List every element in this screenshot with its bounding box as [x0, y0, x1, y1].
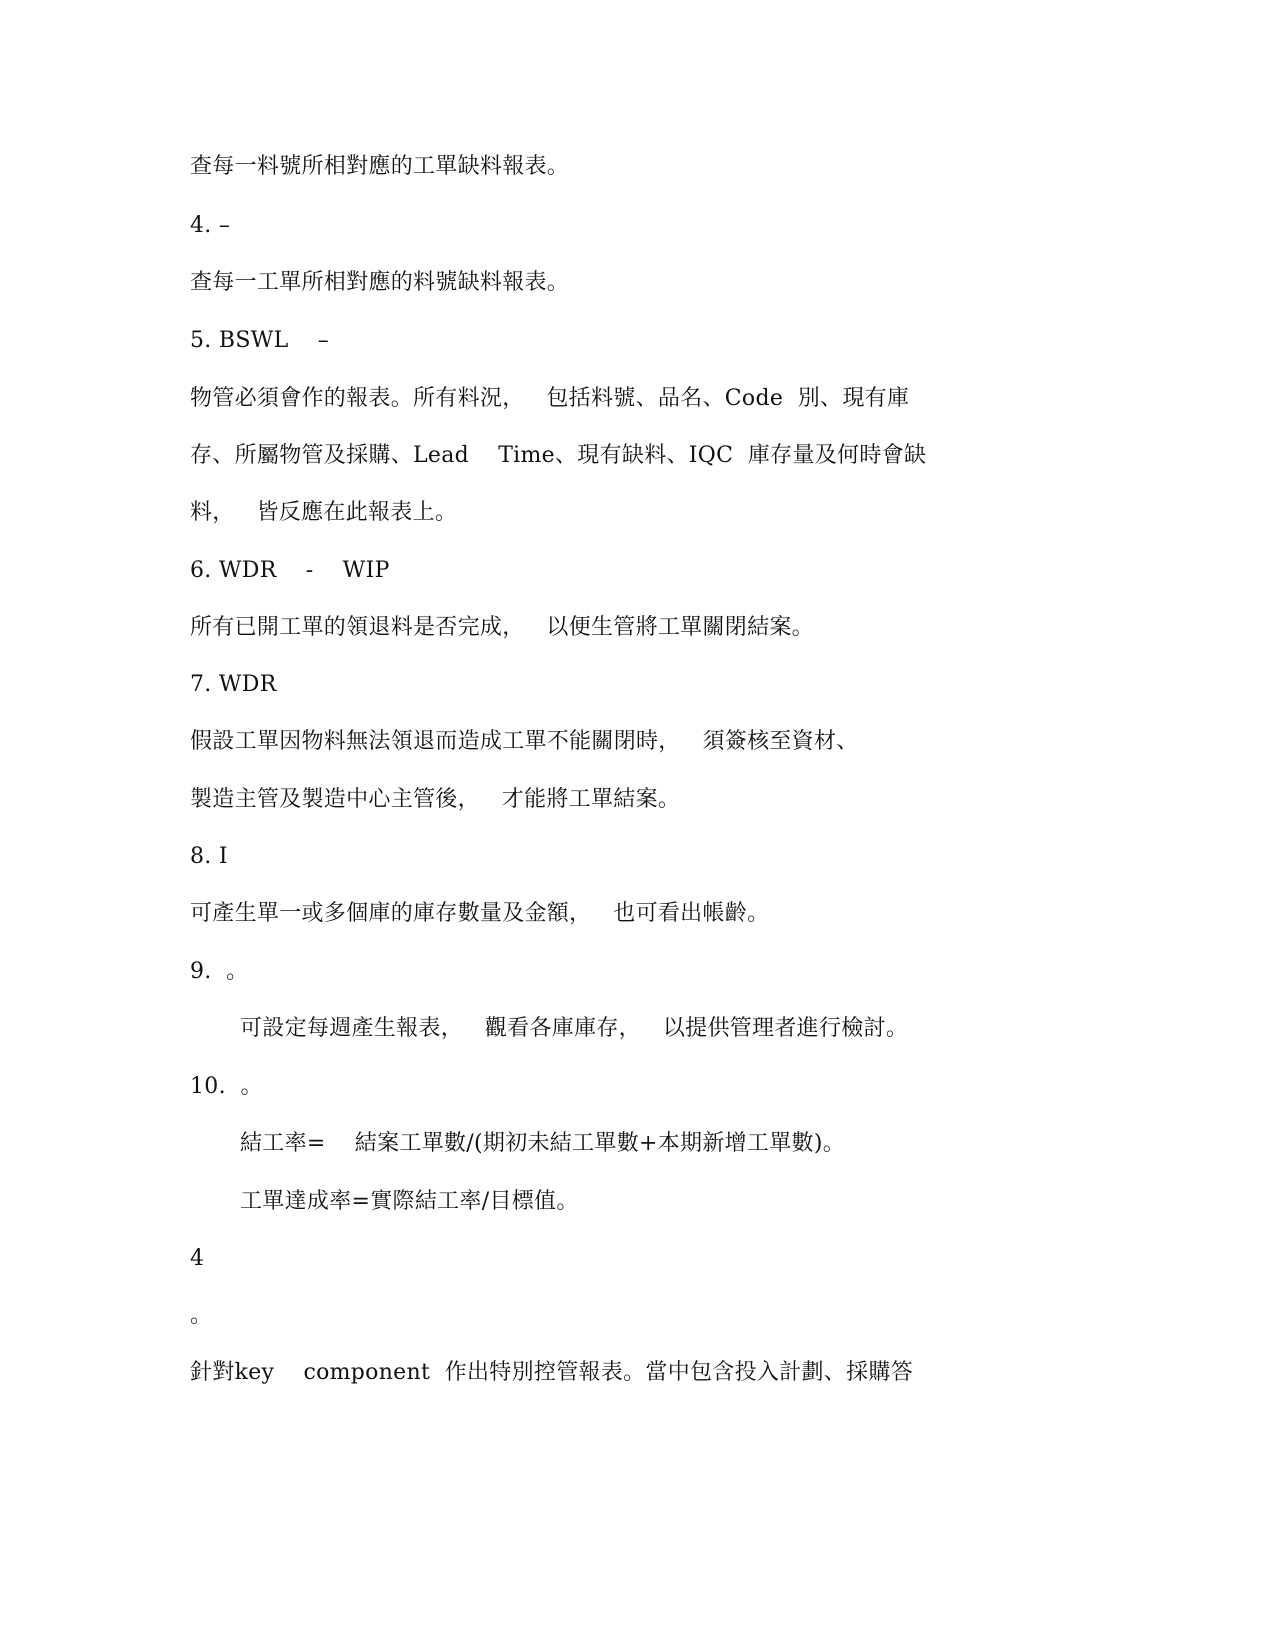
paragraph-line: 所有已開工單的領退料是否完成， 以便生管將工單關閉結案。: [190, 615, 814, 640]
list-item-heading: 5. BSWL –: [190, 328, 330, 353]
formula-line: 工單達成率=實際結工率/目標值。: [240, 1189, 579, 1214]
list-item-heading: 7. WDR: [190, 672, 277, 697]
list-item-heading: 6. WDR - WIP: [190, 558, 390, 583]
paragraph-line: 可產生單一或多個庫的庫存數量及金額， 也可看出帳齡。: [190, 901, 770, 926]
paragraph-line: 。: [190, 1303, 213, 1328]
paragraph-line: 製造主管及製造中心主管後， 才能將工單結案。: [190, 787, 681, 812]
indented-paragraph-line: 可設定每週產生報表， 觀看各庫庫存， 以提供管理者進行檢討。: [240, 1016, 909, 1041]
list-item-heading: 9. 。: [190, 959, 249, 984]
paragraph-line: 針對key component 作出特別控管報表。當中包含投入計劃、採購答: [190, 1360, 913, 1385]
paragraph-line: 物管必須會作的報表。所有料況， 包括料號、品名、Code 別、現有庫: [190, 386, 910, 411]
list-item-heading: 10. 。: [190, 1074, 263, 1099]
list-item-heading: 8. I: [190, 844, 228, 869]
formula-line: 結工率= 結案工單數/(期初未結工單數+本期新增工單數)。: [240, 1131, 846, 1156]
paragraph-line: 假設工單因物料無法領退而造成工單不能關閉時， 須簽核至資材、: [190, 729, 859, 754]
section-number: 4: [190, 1246, 205, 1271]
paragraph-line: 存、所屬物管及採購、Lead Time、現有缺料、IQC 庫存量及何時會缺: [190, 443, 927, 468]
list-item-heading: 4. –: [190, 213, 231, 238]
paragraph-line: 查每一工單所相對應的料號缺料報表。: [190, 270, 570, 295]
paragraph-line: 料， 皆反應在此報表上。: [190, 500, 458, 525]
paragraph-line: 查每一料號所相對應的工單缺料報表。: [190, 154, 570, 179]
